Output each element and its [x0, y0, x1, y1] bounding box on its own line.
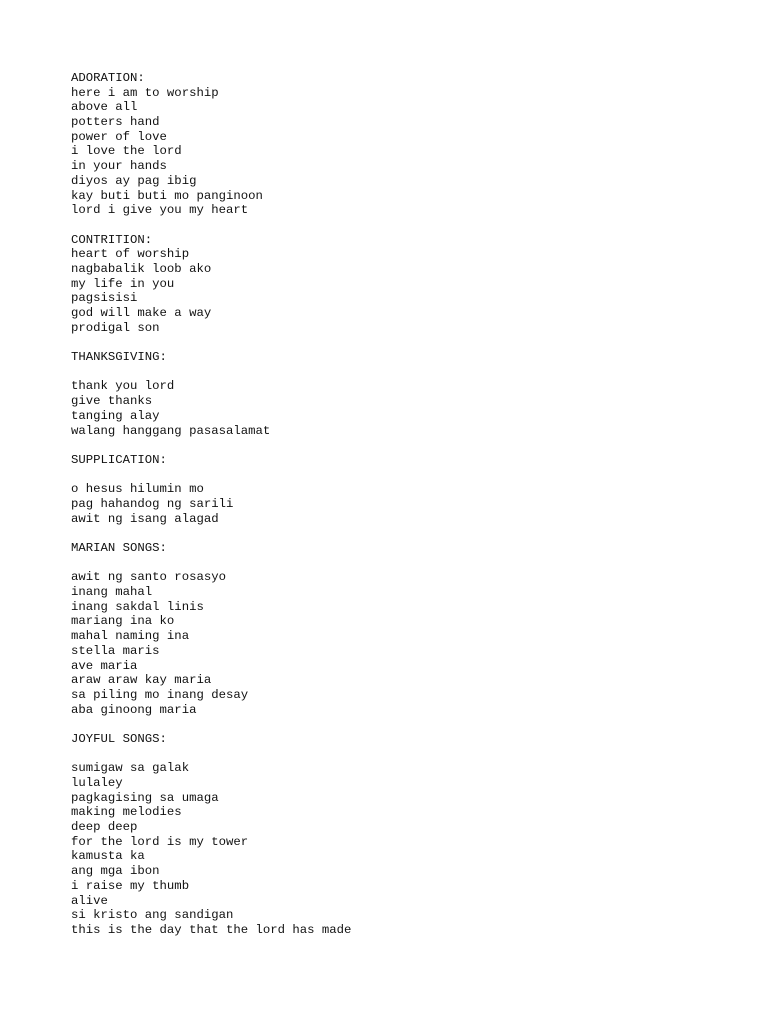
- song-section: [71, 541, 751, 717]
- section-heading: MARIAN SONGS:: [71, 541, 167, 555]
- song-title: alive: [71, 893, 108, 908]
- song-title: mariang ina ko: [71, 614, 175, 629]
- section-heading: CONTRITION:: [71, 232, 153, 247]
- song-title: thank you lord: [71, 379, 175, 394]
- song-title: stella maris: [71, 643, 160, 658]
- song-title: deep deep: [71, 820, 138, 835]
- song-section: [71, 732, 751, 938]
- song-title: for the lord is my tower: [71, 834, 249, 849]
- song-title: awit ng isang alagad: [71, 511, 219, 526]
- song-title: kamusta ka: [71, 849, 145, 864]
- song-title: i love the lord: [71, 144, 182, 159]
- song-title: tanging alay: [71, 408, 160, 423]
- section-heading: SUPPLICATION:: [71, 452, 167, 467]
- song-title: o hesus hilumin mo: [71, 482, 204, 497]
- song-title: araw araw kay maria: [71, 673, 212, 688]
- song-title: here i am to worship: [71, 85, 219, 100]
- song-title: sa piling mo inang desay: [71, 687, 249, 702]
- blank-line: [71, 747, 751, 762]
- song-section: [71, 233, 751, 336]
- song-title: kay buti buti mo panginoon: [71, 188, 263, 203]
- song-title: sumigaw sa galak: [71, 761, 190, 776]
- section-heading: JOYFUL SONGS:: [71, 731, 167, 746]
- section-heading: ADORATION:: [71, 71, 145, 85]
- song-title: awit ng santo rosasyo: [71, 570, 226, 585]
- song-title: lord i give you my heart: [71, 203, 249, 218]
- song-title: heart of worship: [71, 247, 190, 262]
- song-title: ave maria: [71, 658, 138, 673]
- song-title: pagsisisi: [71, 291, 138, 306]
- song-title: i raise my thumb: [71, 878, 190, 893]
- section-heading: THANKSGIVING:: [71, 350, 167, 365]
- song-section: [71, 71, 751, 218]
- song-title: pagkagising sa umaga: [71, 790, 219, 805]
- song-section: [71, 350, 751, 438]
- song-section: [71, 453, 751, 526]
- song-title: in your hands: [71, 159, 167, 174]
- song-title: inang mahal: [71, 585, 153, 600]
- song-title: above all: [71, 100, 138, 115]
- song-title: aba ginoong maria: [71, 702, 197, 717]
- song-title: my life in you: [71, 276, 175, 291]
- song-title: walang hanggang pasasalamat: [71, 423, 271, 438]
- song-title: this is the day that the lord has made: [71, 922, 352, 937]
- song-title: making melodies: [71, 805, 182, 820]
- song-list-document: [71, 71, 751, 938]
- blank-line: [71, 365, 751, 380]
- song-title: give thanks: [71, 394, 153, 409]
- song-title: pag hahandog ng sarili: [71, 496, 234, 511]
- song-title: prodigal son: [71, 320, 160, 335]
- song-title: mahal naming ina: [71, 629, 190, 644]
- song-title: lulaley: [71, 776, 123, 790]
- song-title: potters hand: [71, 115, 160, 130]
- song-title: ang mga ibon: [71, 864, 160, 879]
- song-title: inang sakdal linis: [71, 599, 204, 614]
- song-title: god will make a way: [71, 306, 212, 320]
- blank-line: [71, 556, 751, 571]
- blank-line: [71, 468, 751, 483]
- song-title: power of love: [71, 129, 167, 144]
- song-title: nagbabalik loob ako: [71, 261, 212, 276]
- song-title: si kristo ang sandigan: [71, 908, 234, 923]
- song-title: diyos ay pag ibig: [71, 173, 197, 188]
